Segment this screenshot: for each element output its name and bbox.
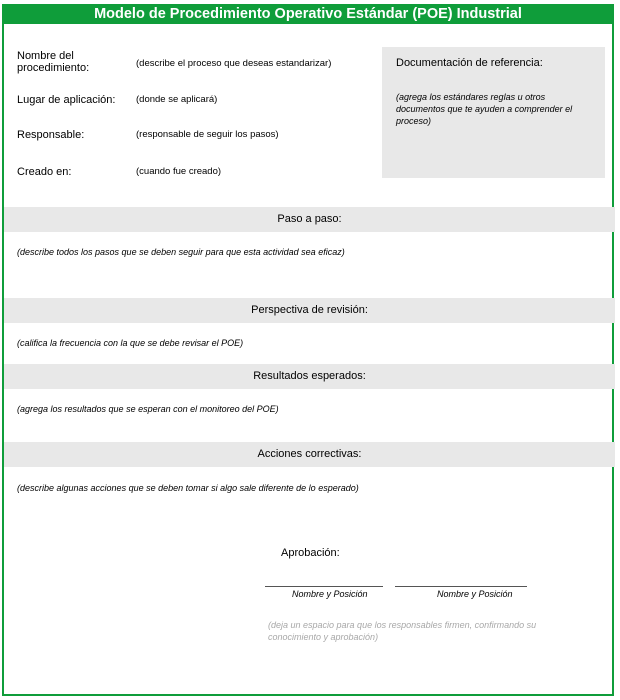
results-hint: (agrega los resultados que se esperan con el monitoreo del POE) <box>17 404 279 414</box>
reference-title: Documentación de referencia: <box>396 57 543 69</box>
owner-label: Responsable: <box>17 129 85 141</box>
signature-label-1: Nombre y Posición <box>292 589 368 599</box>
created-value: (cuando fue creado) <box>136 166 222 177</box>
steps-header: Paso a paso: <box>4 207 615 232</box>
reference-box <box>382 47 605 178</box>
review-hint: (califica la frecuencia con la que se debe revisar el POE) <box>17 338 244 348</box>
place-value: (donde se aplicará) <box>136 94 218 105</box>
results-header: Resultados esperados: <box>4 364 615 389</box>
created-label: Creado en: <box>17 166 72 178</box>
signature-note: (deja un espacio para que los responsables firmen, confirmando su conocimiento y aprobación) <box>268 620 537 642</box>
place-label: Lugar de aplicación: <box>17 94 116 106</box>
procedure-name-label: Nombre del procedimiento: <box>17 50 90 74</box>
approval-title: Aprobación: <box>281 547 340 559</box>
signature-line-1 <box>265 586 383 587</box>
steps-hint: (describe todos los pasos que se deben seguir para que esta actividad sea eficaz) <box>17 247 345 257</box>
owner-value: (responsable de seguir los pasos) <box>136 129 279 140</box>
signature-line-2 <box>395 586 527 587</box>
signature-label-2: Nombre y Posición <box>437 589 513 599</box>
reference-hint: (agrega los estándares reglas u otros documentos que te ayuden a comprender el proceso) <box>396 92 573 126</box>
procedure-name-value: (describe el proceso que deseas estandarizar) <box>136 58 332 69</box>
review-header: Perspectiva de revisión: <box>4 298 615 323</box>
actions-header: Acciones correctivas: <box>4 442 615 467</box>
actions-hint: (describe algunas acciones que se deben tomar si algo sale diferente de lo esperado) <box>17 483 359 493</box>
document-title: Modelo de Procedimiento Operativo Estándar (POE) Industrial <box>2 4 614 24</box>
